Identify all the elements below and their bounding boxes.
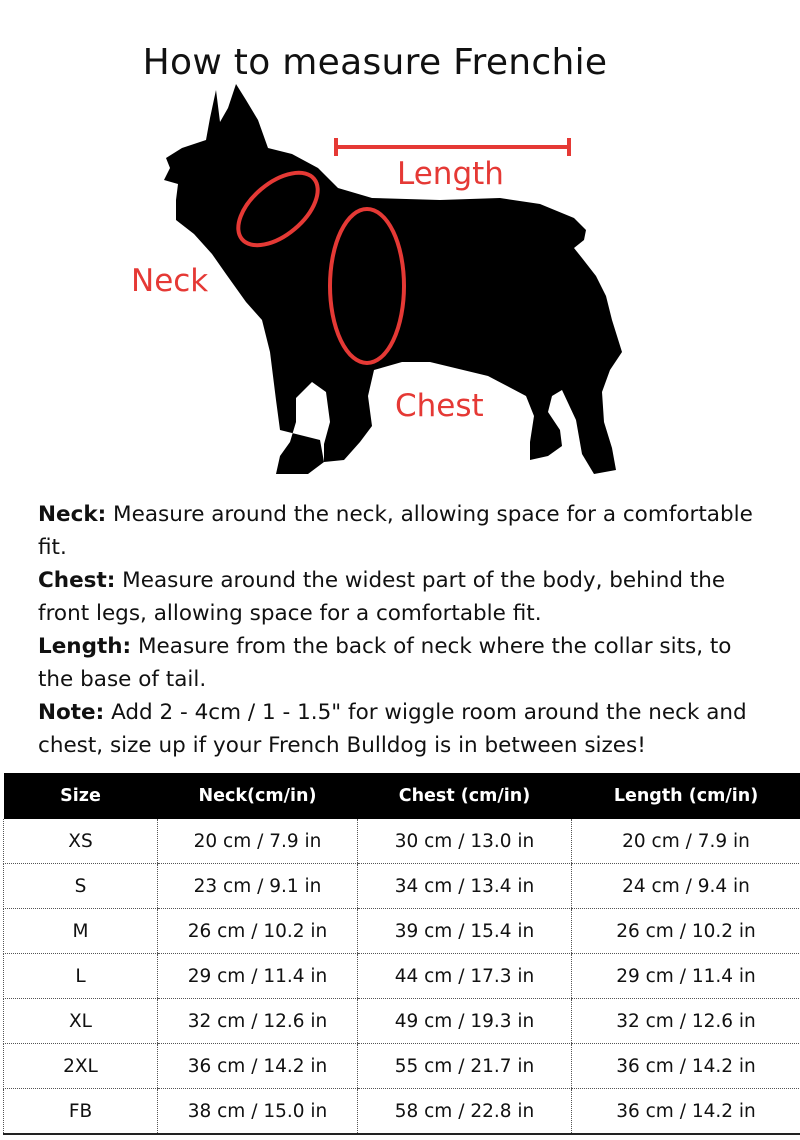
header-chest: Chest (cm/in) [358,773,572,819]
cell-size: M [4,909,158,954]
cell-size: XS [4,819,158,864]
cell-chest: 49 cm / 19.3 in [358,999,572,1044]
dog-silhouette [164,84,622,474]
header-neck: Neck(cm/in) [158,773,358,819]
table-row [4,954,800,999]
cell-length: 36 cm / 14.2 in [572,1044,800,1089]
cell-length: 26 cm / 10.2 in [572,909,800,954]
cell-length: 24 cm / 9.4 in [572,864,800,909]
measurement-diagram [0,70,800,490]
chest-label: Chest [395,388,484,424]
cell-neck: 29 cm / 11.4 in [158,954,358,999]
header-length: Length (cm/in) [572,773,800,819]
cell-neck: 26 cm / 10.2 in [158,909,358,954]
cell-neck: 32 cm / 12.6 in [158,999,358,1044]
table-header-row [4,773,800,819]
table-row [4,864,800,909]
cell-chest: 44 cm / 17.3 in [358,954,572,999]
table-row [4,1044,800,1089]
header-size: Size [4,773,158,819]
instruction-neck: Neck: Measure around the neck, allowing space for a comfortable fit. [38,502,753,560]
cell-chest: 39 cm / 15.4 in [358,909,572,954]
page-title: How to measure Frenchie [142,42,608,84]
french-bulldog-silhouette-icon [0,70,800,490]
cell-length: 20 cm / 7.9 in [572,819,800,864]
instruction-note: Note: Add 2 - 4cm / 1 - 1.5" for wiggle room around the neck and chest, size up if your French Bulldog is in between sizes! [38,700,747,758]
table-row [4,1089,800,1135]
cell-size: XL [4,999,158,1044]
cell-size: S [4,864,158,909]
cell-neck: 36 cm / 14.2 in [158,1044,358,1089]
cell-size: L [4,954,158,999]
cell-size: FB [4,1089,158,1135]
cell-chest: 30 cm / 13.0 in [358,819,572,864]
size-chart-table [3,773,800,1135]
neck-label: Neck [131,263,209,299]
cell-size: 2XL [4,1044,158,1089]
cell-chest: 58 cm / 22.8 in [358,1089,572,1135]
table-row [4,819,800,864]
cell-neck: 38 cm / 15.0 in [158,1089,358,1135]
table-row [4,999,800,1044]
measurement-instructions [38,498,768,762]
cell-length: 29 cm / 11.4 in [572,954,800,999]
table-row [4,909,800,954]
cell-length: 32 cm / 12.6 in [572,999,800,1044]
instruction-chest: Chest: Measure around the widest part of the body, behind the front legs, allowing space for a comfortable fit. [38,568,726,626]
cell-neck: 20 cm / 7.9 in [158,819,358,864]
length-label: Length [397,156,504,192]
cell-chest: 34 cm / 13.4 in [358,864,572,909]
cell-neck: 23 cm / 9.1 in [158,864,358,909]
cell-length: 36 cm / 14.2 in [572,1089,800,1135]
instruction-length: Length: Measure from the back of neck where the collar sits, to the base of tail. [38,634,732,692]
cell-chest: 55 cm / 21.7 in [358,1044,572,1089]
